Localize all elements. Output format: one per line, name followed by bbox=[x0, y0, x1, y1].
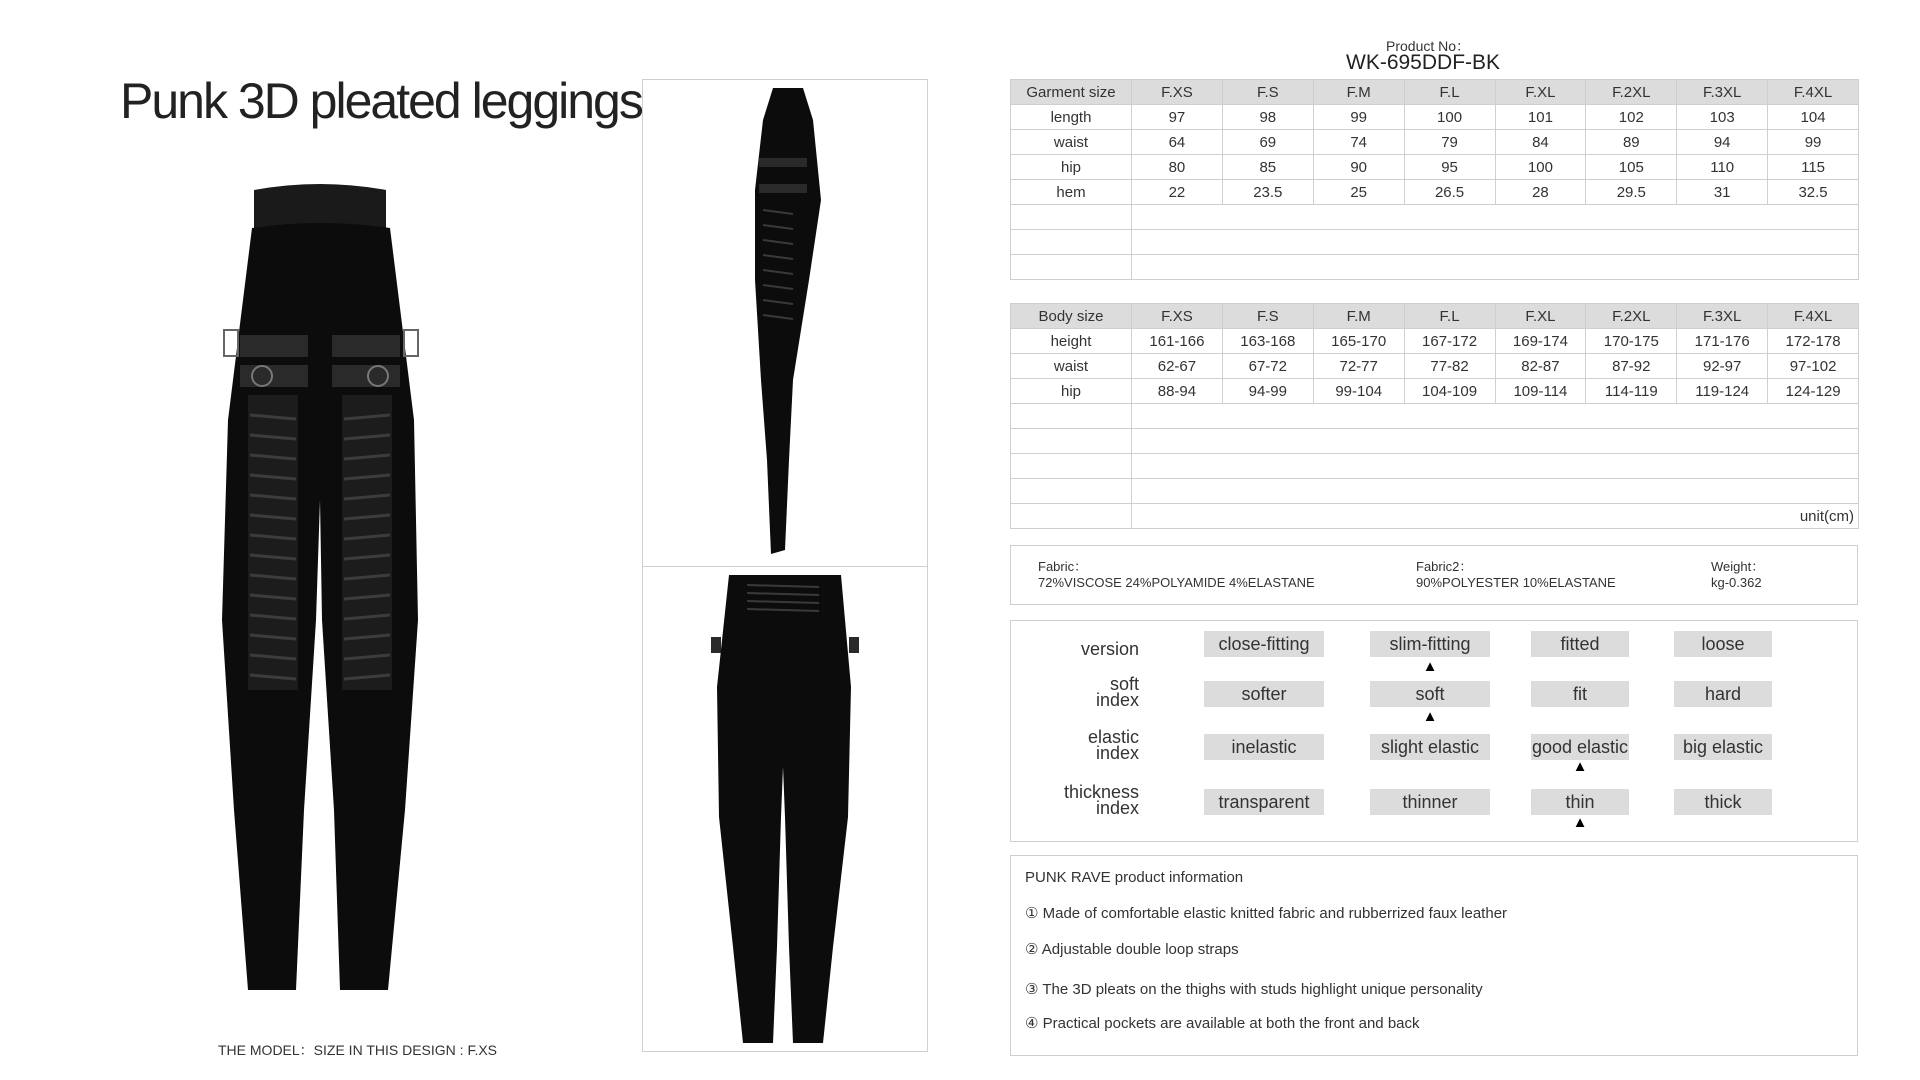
table-cell: 104-109 bbox=[1404, 379, 1495, 404]
table-cell: 62-67 bbox=[1132, 354, 1223, 379]
table-cell: hem bbox=[1011, 180, 1132, 205]
empty-table-row bbox=[1011, 479, 1859, 504]
model-size-caption: THE MODEL：SIZE IN THIS DESIGN : F.XS bbox=[218, 1042, 498, 1058]
empty-table-row bbox=[1011, 454, 1859, 479]
table-header-cell: F.S bbox=[1222, 304, 1313, 329]
index-option: slim-fitting bbox=[1370, 631, 1490, 657]
table-cell: 82-87 bbox=[1495, 354, 1586, 379]
index-label-version: version bbox=[1080, 639, 1139, 659]
table-cell: height bbox=[1011, 329, 1132, 354]
table-row bbox=[1011, 155, 1859, 180]
table-cell: 84 bbox=[1495, 130, 1586, 155]
index-label-soft: soft index bbox=[1095, 674, 1139, 710]
table-row bbox=[1011, 379, 1859, 404]
empty-table-row bbox=[1011, 404, 1859, 429]
table-cell: 74 bbox=[1313, 130, 1404, 155]
side-view-photo bbox=[642, 79, 928, 568]
weight bbox=[1711, 559, 1764, 591]
product-info-item: ② Adjustable double loop straps bbox=[1025, 941, 1239, 958]
product-info-box bbox=[1010, 855, 1858, 1056]
table-cell: 171-176 bbox=[1677, 329, 1768, 354]
index-option: good elastic bbox=[1531, 734, 1629, 760]
back-view-photo bbox=[642, 566, 928, 1052]
table-cell: 22 bbox=[1132, 180, 1223, 205]
index-option: transparent bbox=[1204, 789, 1324, 815]
table-cell: hip bbox=[1011, 379, 1132, 404]
table-header-cell: F.XL bbox=[1495, 80, 1586, 105]
table-cell: 100 bbox=[1495, 155, 1586, 180]
table-cell: 115 bbox=[1768, 155, 1859, 180]
table-cell: 98 bbox=[1222, 105, 1313, 130]
empty-table-row bbox=[1011, 205, 1859, 230]
index-option: softer bbox=[1204, 681, 1324, 707]
table-cell: 165-170 bbox=[1313, 329, 1404, 354]
product-index-box bbox=[1010, 620, 1858, 842]
unit-label: unit(cm) bbox=[1132, 504, 1859, 529]
table-cell: 119-124 bbox=[1677, 379, 1768, 404]
index-option: thin bbox=[1531, 789, 1629, 815]
table-cell: 29.5 bbox=[1586, 180, 1677, 205]
index-option: soft bbox=[1370, 681, 1490, 707]
table-cell: 97 bbox=[1132, 105, 1223, 130]
table-cell: waist bbox=[1011, 130, 1132, 155]
table-row bbox=[1011, 105, 1859, 130]
table-cell: length bbox=[1011, 105, 1132, 130]
product-title: Punk 3D pleated leggings bbox=[120, 73, 642, 129]
fabric1-value: 72%VISCOSE 24%POLYAMIDE 4%ELASTANE bbox=[1038, 575, 1315, 590]
index-option: thick bbox=[1674, 789, 1772, 815]
table-cell: 103 bbox=[1677, 105, 1768, 130]
table-header-cell: F.S bbox=[1222, 80, 1313, 105]
table-header-cell: Garment size bbox=[1011, 80, 1132, 105]
index-option: thinner bbox=[1370, 789, 1490, 815]
table-cell: 31 bbox=[1677, 180, 1768, 205]
index-option: slight elastic bbox=[1370, 734, 1490, 760]
table-cell: 85 bbox=[1222, 155, 1313, 180]
fabric1 bbox=[1038, 559, 1315, 591]
table-cell: 25 bbox=[1313, 180, 1404, 205]
garment-size-table bbox=[1010, 79, 1859, 280]
selected-marker-version: ▲ bbox=[1422, 658, 1438, 675]
table-header-cell: F.4XL bbox=[1768, 304, 1859, 329]
table-header-cell: F.M bbox=[1313, 304, 1404, 329]
table-cell: 163-168 bbox=[1222, 329, 1313, 354]
table-cell: 110 bbox=[1677, 155, 1768, 180]
table-cell: 161-166 bbox=[1132, 329, 1223, 354]
index-label-elastic: elastic index bbox=[1087, 727, 1139, 763]
table-cell: 26.5 bbox=[1404, 180, 1495, 205]
table-cell: hip bbox=[1011, 155, 1132, 180]
table-cell: 67-72 bbox=[1222, 354, 1313, 379]
table-row bbox=[1011, 130, 1859, 155]
index-option: big elastic bbox=[1674, 734, 1772, 760]
table-header-cell: F.3XL bbox=[1677, 80, 1768, 105]
selected-marker-elastic: ▲ bbox=[1572, 758, 1588, 775]
index-option: close-fitting bbox=[1204, 631, 1324, 657]
index-option: hard bbox=[1674, 681, 1772, 707]
unit-row bbox=[1011, 504, 1859, 529]
table-cell: 95 bbox=[1404, 155, 1495, 180]
table-header-cell: Body size bbox=[1011, 304, 1132, 329]
table-cell: 23.5 bbox=[1222, 180, 1313, 205]
fabric2 bbox=[1416, 559, 1616, 591]
table-cell: 88-94 bbox=[1132, 379, 1223, 404]
table-cell: 99-104 bbox=[1313, 379, 1404, 404]
index-option: fitted bbox=[1531, 631, 1629, 657]
table-cell: 99 bbox=[1768, 130, 1859, 155]
table-cell: 94-99 bbox=[1222, 379, 1313, 404]
table-header-cell: F.M bbox=[1313, 80, 1404, 105]
product-no-label: Product No： bbox=[1386, 38, 1471, 54]
table-cell: 69 bbox=[1222, 130, 1313, 155]
table-header-cell: F.2XL bbox=[1586, 304, 1677, 329]
table-cell: 109-114 bbox=[1495, 379, 1586, 404]
table-cell: 124-129 bbox=[1768, 379, 1859, 404]
table-row bbox=[1011, 354, 1859, 379]
table-cell: 114-119 bbox=[1586, 379, 1677, 404]
table-header-cell: F.2XL bbox=[1586, 80, 1677, 105]
table-cell: 104 bbox=[1768, 105, 1859, 130]
product-no: WK-695DDF-BK bbox=[1346, 51, 1501, 74]
table-header-cell: F.XS bbox=[1132, 80, 1223, 105]
table-cell: 102 bbox=[1586, 105, 1677, 130]
fabric1-label: Fabric： bbox=[1038, 559, 1088, 574]
weight-label: Weight： bbox=[1711, 559, 1765, 574]
table-header-row bbox=[1011, 80, 1859, 105]
table-cell: 167-172 bbox=[1404, 329, 1495, 354]
table-header-cell: F.3XL bbox=[1677, 304, 1768, 329]
empty-table-row bbox=[1011, 230, 1859, 255]
body-size-table bbox=[1010, 303, 1859, 529]
table-cell: 97-102 bbox=[1768, 354, 1859, 379]
selected-marker-thickness: ▲ bbox=[1572, 814, 1588, 831]
front-view-photo bbox=[200, 170, 540, 1010]
index-option: fit bbox=[1531, 681, 1629, 707]
fabric2-value: 90%POLYESTER 10%ELASTANE bbox=[1416, 575, 1616, 590]
table-row bbox=[1011, 329, 1859, 354]
table-cell: 87-92 bbox=[1586, 354, 1677, 379]
table-cell: 79 bbox=[1404, 130, 1495, 155]
table-cell: 172-178 bbox=[1768, 329, 1859, 354]
empty-table-row bbox=[1011, 429, 1859, 454]
table-row bbox=[1011, 180, 1859, 205]
table-header-cell: F.XL bbox=[1495, 304, 1586, 329]
table-cell: 64 bbox=[1132, 130, 1223, 155]
fabric2-label: Fabric2： bbox=[1416, 559, 1473, 574]
table-cell: 80 bbox=[1132, 155, 1223, 180]
product-info-heading: PUNK RAVE product information bbox=[1025, 869, 1244, 886]
table-cell: 99 bbox=[1313, 105, 1404, 130]
table-cell: 100 bbox=[1404, 105, 1495, 130]
fabric-info-box bbox=[1010, 545, 1858, 605]
table-header-cell: F.L bbox=[1404, 80, 1495, 105]
table-cell: 92-97 bbox=[1677, 354, 1768, 379]
table-cell: 90 bbox=[1313, 155, 1404, 180]
table-cell: 105 bbox=[1586, 155, 1677, 180]
selected-marker-soft: ▲ bbox=[1422, 708, 1438, 725]
table-cell: 28 bbox=[1495, 180, 1586, 205]
table-cell: 169-174 bbox=[1495, 329, 1586, 354]
index-label-thickness: thickness index bbox=[1063, 782, 1139, 818]
table-cell: 170-175 bbox=[1586, 329, 1677, 354]
table-cell: 72-77 bbox=[1313, 354, 1404, 379]
weight-value: kg-0.362 bbox=[1711, 575, 1762, 590]
product-info-item: ① Made of comfortable elastic knitted fabric and rubberrized faux leather bbox=[1025, 905, 1508, 922]
product-info-item: ③ The 3D pleats on the thighs with studs highlight unique personality bbox=[1025, 981, 1483, 998]
table-cell: 89 bbox=[1586, 130, 1677, 155]
table-cell: 94 bbox=[1677, 130, 1768, 155]
table-cell: 77-82 bbox=[1404, 354, 1495, 379]
table-header-cell: F.4XL bbox=[1768, 80, 1859, 105]
table-header-cell: F.L bbox=[1404, 304, 1495, 329]
table-cell: 32.5 bbox=[1768, 180, 1859, 205]
empty-table-row bbox=[1011, 255, 1859, 280]
index-option: inelastic bbox=[1204, 734, 1324, 760]
table-header-row bbox=[1011, 304, 1859, 329]
index-option: loose bbox=[1674, 631, 1772, 657]
table-cell: 101 bbox=[1495, 105, 1586, 130]
product-info-item: ④ Practical pockets are available at both the front and back bbox=[1025, 1015, 1420, 1032]
table-header-cell: F.XS bbox=[1132, 304, 1223, 329]
table-cell: waist bbox=[1011, 354, 1132, 379]
